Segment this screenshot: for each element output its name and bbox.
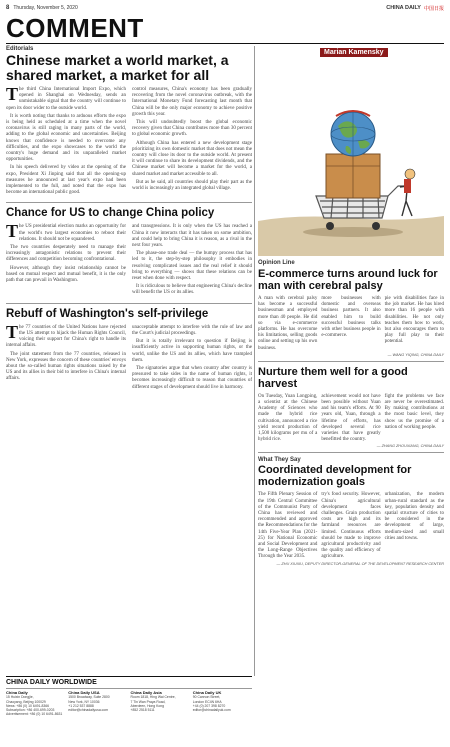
paragraph: The Fifth Plenary Session of the 19th Central Committee of the Communist Party of China has reviewed and recommended and approved the Recommendations for the 14th Five-Year Plan (2021-25) for National Economic and Social Development and the Long-Range Objectives Through the Year 2035. (258, 492, 318, 560)
nurture-headline[interactable]: Nurture them well for a good harvest (258, 365, 408, 390)
editorial-headline-1[interactable]: Chinese market a world market, a shared market, a market for all (6, 52, 229, 83)
section-divider (258, 361, 444, 362)
paragraph: unacceptable attempt to interfere with the rule of law and the Court's judicial proceedings. (132, 324, 252, 336)
paragraph: The joint statement from the 77 countries, released in New York, expresses the concern of these countries' envoys about the so-called human rights situations raised by the US and its allies in their bid to interfere in China's internal affairs. (6, 351, 126, 382)
paragraph: achievement would not have been possible without Yuan and his team's efforts. At 90 years old, Yuan, through a lifetime of efforts, has developed several rice varieties that have greatly benefitted the country. (321, 393, 381, 443)
footer-title: CHINA DAILY WORLDWIDE (6, 677, 252, 689)
cartoonist-credit: Marian Kamensky (320, 48, 388, 57)
section-divider (6, 303, 252, 304)
section-divider (6, 202, 252, 203)
paragraph: But it is totally irrelevant to question if Beijing is insufficiently active in supporting human rights, or the world, unlike the US and its allies, which have trampled them. (132, 339, 252, 363)
paragraph: It is ridiculous to believe that engineering China's decline will benefit the US or its allies. (132, 284, 252, 296)
nurture-body (258, 394, 444, 444)
left-column (6, 46, 252, 393)
paragraph: fight the problems we face are never be overestimated. By making contributions at the most basic level, they show us the promise of a nation of working people. (384, 393, 444, 430)
paragraph: However, although they insist relationship cannot be based on mutual respect and mutual benefit, it is the only path that can prevail in Washington. (6, 265, 126, 284)
paragraph: he third China International Import Expo, which opened in Shanghai on Wednesday, sends an unmistakable signal that the country will continue to open its door wider to the outside world. (6, 87, 126, 111)
editorial-body-3 (6, 321, 252, 393)
what-they-say-kicker: What They Say (258, 457, 301, 464)
worldwide-footer (6, 676, 252, 742)
opinion-headline[interactable]: E-commerce turns around luck for man with cerebral palsy (258, 268, 438, 292)
paragraph: control measures, China's economy has been gradually recovering from the novel coronavirus outbreak, with the International Monetary Fund forecasting last month that China will be the only major economy to achieve positive growth this year. (132, 87, 252, 117)
editorial-headline-3[interactable]: Rebuff of Washington's self-privilege (6, 307, 209, 320)
editorial-cartoon (258, 46, 444, 256)
page-number: 8 (6, 5, 10, 11)
byline: — ZHU XIUXIU, DEPUTY DIRECTOR-GENERAL OF THE DEVELOPMENT RESEARCH CENTER (276, 561, 444, 566)
right-column (258, 46, 444, 566)
masthead-rule (6, 43, 444, 44)
paragraph: The phase-one trade deal — the bumpy process that has led to it, the step-by-step philosophy it embodies in resolving complicated issues and the real relief it should bring to everything — shows that these relations can be reset when done with respect. (132, 251, 252, 282)
byline: — ZHANG ZHOUXIANG, CHINA DAILY (376, 444, 444, 449)
paragraph: This will undoubtedly boost the global economic recovery given that China contributes more than 30 percent to global economic growth. (132, 120, 252, 138)
opinion-kicker: Opinion Line (258, 260, 295, 266)
editorials-kicker: Editorials (6, 46, 34, 52)
footer-office: China Daily USA 1500 Broadway, Suite 2800 New York, NY 10036 +1 212 537 8888 editor@chinadailyusa.com (68, 690, 110, 713)
paragraph: It is worth noting that thanks to arduous efforts the expo is being held as scheduled at a time when the novel coronavirus is still raging in many parts of the world, adding to the global economic and uncertainties. Beijing knows that confidence is needed to overcome any difficulties, and the expo showcases to the world the country's huge demand and its unparalleled market opportunities. (6, 113, 126, 163)
paragraph: more businesses with domestic and overseas business partners. It also enabled him to build successful business talks with other business people in e-commerce. (321, 296, 381, 339)
paragraph: and transgressions. It is only when the US has reached a China it now interacts that it has taken on some ambition, and could help to bring China it is reason, as a rival in the next four years. (132, 224, 252, 249)
paragraph: A man with cerebral palsy has become a successful businessman and employed more than 40 people. He did so via e-commerce platforms. He has overcome his limitations, selling goods online and setting up his own business. (258, 296, 318, 351)
paragraph: The two countries desperately need to manage their increasingly antagonistic relations to prevent their differences and competition becoming confrontational. (6, 245, 126, 263)
opinion-body (258, 296, 444, 352)
paragraph: he 77 countries of the United Nations have rejected the US attempt to hijack the Human Rights Council, voicing their support for China's right to handle its internal affairs. (6, 324, 126, 349)
what-headline[interactable]: Coordinated development for modernization goals (258, 464, 412, 489)
dropcap: T (6, 84, 19, 104)
footer-office: China Daily UK 90 Cannon Street, London EC4N 6HA +44 (0) 207 398 8270 editor@chinadailyuk.com (192, 690, 231, 713)
editorial-body-2 (6, 221, 252, 298)
brand-name-chinese: 中国日报 (423, 5, 444, 12)
paragraph: But as he said, all countries should play their part as the world is increasingly an integrated global village. (132, 179, 252, 192)
brand-name: CHINA DAILY (386, 5, 421, 11)
footer-office: China Daily Asia Room 1818, Hing Wai Centre, 7 Tin Wan Praya Road, Aberdeen, Hong Kong +852 2518 5111 (130, 690, 176, 713)
section-masthead: COMMENT (6, 13, 144, 43)
editorial-headline-2[interactable]: Chance for US to change China policy (6, 207, 215, 220)
paragraph: On Tuesday, Yuan Longping, a scientist at the Chinese Academy of Sciences who made the hybrid rice cultivation, announced a rice yield record production of 1,500 kilograms per mu of a hybrid rice. (258, 393, 318, 443)
cartoon-illustration (258, 46, 444, 256)
paragraph: The signatories argue that when country after country is pressured to take sides in the name of human rights, it becomes increasingly difficult to reason that countries of different stages of development should live in harmony. (132, 365, 252, 390)
paragraph: urbanization, the modern urban-rural standard as the key, population density and spatial structure of cities to be considered in the development of large, medium-sized and small cities and towns. (384, 492, 444, 541)
section-divider (258, 452, 444, 453)
page-date: Thursday, November 5, 2020 (13, 5, 78, 11)
dropcap: T (6, 221, 19, 242)
footer-office: China Daily 15 Huixin Dongjie, Chaoyang, Beijing 100029 News: +86 (0) 10 6491-8366 Subscription: +86 400-699-0203 Advertisement: +86 (0) 10 6491-8631 (6, 690, 63, 717)
byline: — WANG YIQING, CHINA DAILY (387, 352, 444, 357)
paragraph: pie with disabilities face in the job market. He has hired more than 16 people with disabilities. He not only teaches them how to work, but also encourages them to play full play to their potential. (384, 296, 444, 345)
paragraph: he US presidential election marks an opportunity for the world's two largest economies to reboot their relations. It should not be squandered. (19, 224, 126, 242)
what-body (258, 492, 444, 560)
paragraph: In his speech delivered by video at the opening of the expo, President Xi Jinping said that all the opening-up measures he announced at last year's expo had been implemented to the full, and noted that the expo has become an international public good. (6, 165, 126, 196)
page-topbar (6, 4, 444, 12)
editorial-body-1 (6, 84, 252, 198)
dropcap: T (6, 321, 19, 342)
paragraph: Although China has entered a new development stage prioritizing its own domestic market that does not mean the country will close its door to the outside world. At present it will continue to share its development dividends, and the Chinese market will become a market for the world, a shared market and market accessible to all. (132, 140, 252, 177)
paragraph: try's food security. However, China's agricultural development faces challenges. Grain production costs are high and its farmland resources are limited. Continuous efforts should be made to improve agricultural productivity and the quality and efficiency of agriculture. (321, 492, 381, 560)
column-divider (254, 46, 255, 676)
